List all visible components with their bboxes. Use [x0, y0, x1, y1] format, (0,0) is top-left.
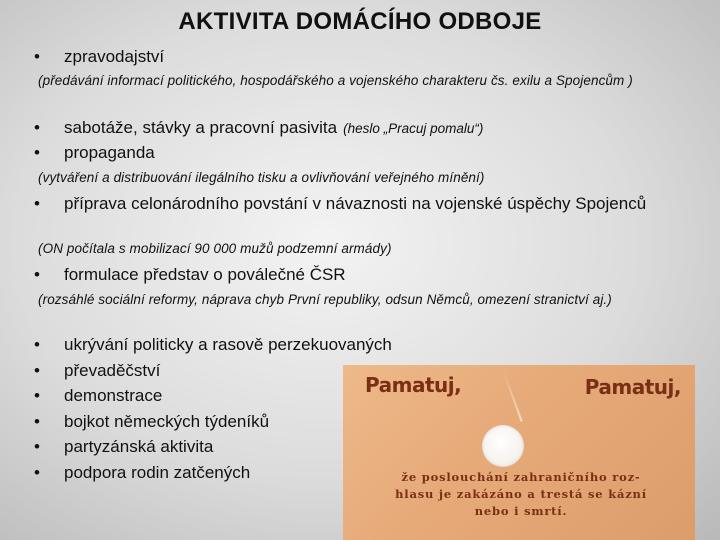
bullet-text: sabotáže, stávky a pracovní pasivita	[64, 118, 338, 137]
bullet-item-partisans	[28, 436, 338, 458]
bullet-marker: •	[34, 463, 40, 482]
bullet-text: ukrývání politicky a rasově perzekuovaných	[64, 335, 392, 354]
bullet-text: formulace představ o poválečné ČSR	[64, 265, 346, 284]
bullet-item-propaganda	[28, 142, 718, 164]
note-uprising: (ON počítala s mobilizací 90 000 mužů podzemní armády)	[38, 241, 392, 256]
note-intelligence: (předávání informací politického, hospodářského a vojenského charakteru čs. exilu a Spojencům )	[38, 73, 633, 88]
poster-crack	[503, 372, 523, 422]
bullet-item-postwar	[28, 264, 718, 286]
bullet-marker: •	[34, 386, 40, 405]
bullet-text: podpora rodin zatčených	[64, 463, 251, 482]
poster-line: hlasu je zakázáno a trestá se kázní	[395, 487, 647, 501]
bullet-item-sabotage	[28, 117, 718, 140]
bullet-text: partyzánská aktivita	[64, 437, 214, 456]
bullet-item-hiding	[28, 334, 718, 356]
poster-body	[361, 469, 681, 520]
bullet-text: bojkot německých týdeníků	[64, 412, 270, 431]
page-title: AKTIVITA DOMÁCÍHO ODBOJE	[178, 8, 542, 35]
bullet-marker: •	[34, 361, 40, 380]
wartime-poster-image	[343, 365, 695, 540]
bullet-text: demonstrace	[64, 386, 163, 405]
bullet-text: převaděčství	[64, 361, 161, 380]
poster-line: že poslouchání zahraničního roz-	[401, 470, 641, 484]
bullet-marker: •	[34, 412, 40, 431]
note-propaganda: (vytváření a distribuování ilegálního tisku a ovlivňování veřejného mínění)	[38, 170, 485, 185]
bullet-text: příprava celonárodního povstání v návaznosti na vojenské úspěchy Spojenců	[64, 194, 647, 213]
bullet-item-demonstrations	[28, 385, 338, 407]
poster-line: nebo i smrtí.	[474, 504, 568, 518]
bullet-item-boycott	[28, 411, 338, 433]
poster-heading-left: Pamatuj,	[365, 373, 462, 397]
bullet-item-family-support	[28, 462, 338, 484]
bullet-marker: •	[34, 118, 40, 137]
bullet-text: zpravodajství	[64, 47, 165, 66]
bullet-item-smuggling	[28, 360, 338, 382]
bullet-item-intelligence	[28, 46, 718, 68]
inline-note-slogan: (heslo „Pracuj pomalu“)	[343, 121, 484, 136]
poster-hole	[482, 425, 524, 467]
bullet-marker: •	[34, 194, 40, 213]
bullet-marker: •	[34, 265, 40, 284]
bullet-marker: •	[34, 47, 40, 66]
bullet-marker: •	[34, 437, 40, 456]
poster-heading-right: Pamatuj,	[584, 375, 681, 399]
bullet-marker: •	[34, 143, 40, 162]
note-postwar: (rozsáhlé sociální reformy, náprava chyb První republiky, odsun Němců, omezení stranictví aj.)	[38, 292, 612, 307]
bullet-text: propaganda	[64, 143, 155, 162]
bullet-item-uprising	[28, 193, 718, 215]
bullet-marker: •	[34, 335, 40, 354]
